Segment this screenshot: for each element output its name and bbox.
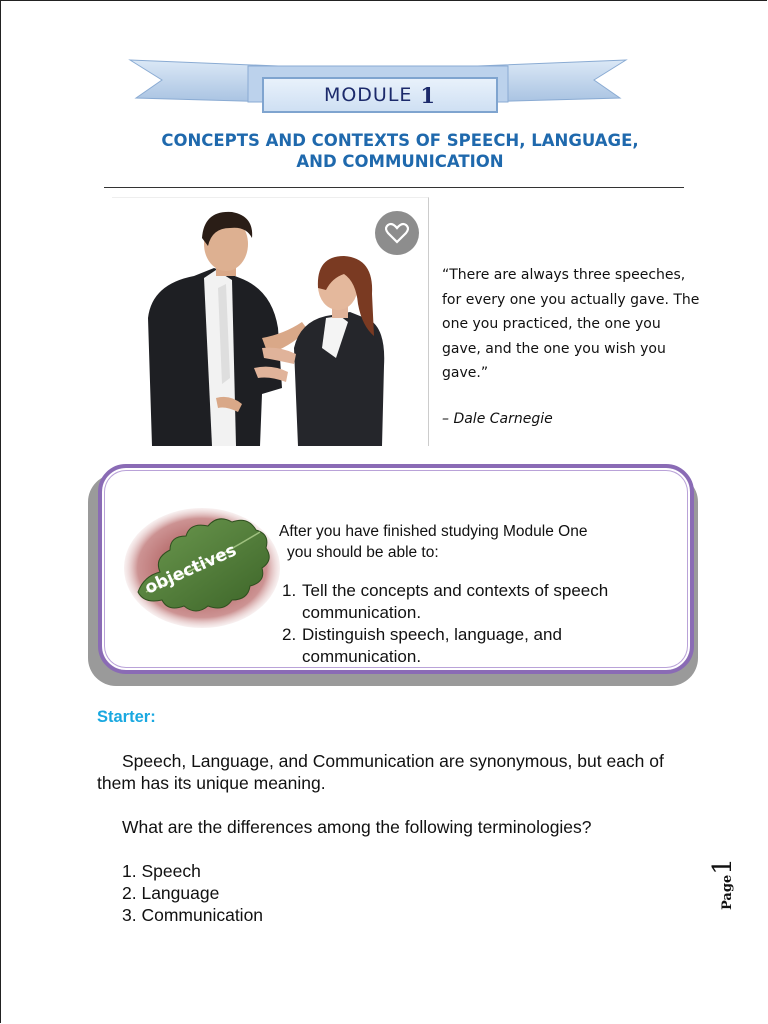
title-line-1: CONCEPTS AND CONTEXTS OF SPEECH, LANGUAGE, xyxy=(161,131,639,150)
objective-line: communication. xyxy=(302,603,422,622)
term-item: 3. Communication xyxy=(122,905,264,925)
quote-text xyxy=(442,263,702,386)
term-item: 1. Speech xyxy=(122,861,201,881)
objective-number: 2. xyxy=(282,625,297,644)
favorite-button[interactable] xyxy=(375,211,419,255)
starter-heading: Starter: xyxy=(97,708,156,726)
quote-line: gave, and the one you wish you xyxy=(442,340,666,357)
page-label: Page xyxy=(720,874,735,910)
title-divider xyxy=(104,187,684,188)
quote-line: one you practiced, the one you xyxy=(442,316,661,332)
terms-list xyxy=(122,860,263,926)
objectives-leaf-graphic xyxy=(124,506,280,628)
page-number-value: 1 xyxy=(708,858,738,875)
objective-item xyxy=(282,624,682,668)
module-number: 1 xyxy=(420,82,437,108)
module-label: MODULE xyxy=(323,84,413,106)
quote-author: – Dale Carnegie xyxy=(442,411,553,427)
objectives-intro xyxy=(279,521,587,563)
module-label-box xyxy=(262,77,498,113)
starter-paragraph: Speech, Language, and Communication are synonymous, but each of them has its unique meaning. xyxy=(97,751,664,793)
objective-line: Tell the concepts and contexts of speech xyxy=(302,581,609,600)
intro-line-2: you should be able to: xyxy=(287,544,439,561)
module-banner xyxy=(128,52,628,118)
leaf-label: objectives xyxy=(141,540,240,599)
quote-line: gave.” xyxy=(442,365,489,381)
objective-line: communication. xyxy=(302,647,422,666)
page-number xyxy=(708,858,738,910)
objective-number: 1. xyxy=(282,581,297,600)
title-line-2: AND COMMUNICATION xyxy=(296,152,504,171)
starter-question: What are the differences among the following terminologies? xyxy=(122,817,592,837)
objective-line: Distinguish speech, language, and xyxy=(302,625,562,644)
intro-line-1: After you have finished studying Module One xyxy=(279,523,588,540)
heart-icon xyxy=(385,222,409,244)
term-item: 2. Language xyxy=(122,883,220,903)
objective-item xyxy=(282,580,682,624)
quote-line: “There are always three speeches, xyxy=(442,267,686,283)
module-title xyxy=(100,130,700,172)
quote-line: for every one you actually gave. The xyxy=(442,291,700,308)
objectives-list xyxy=(282,580,682,668)
